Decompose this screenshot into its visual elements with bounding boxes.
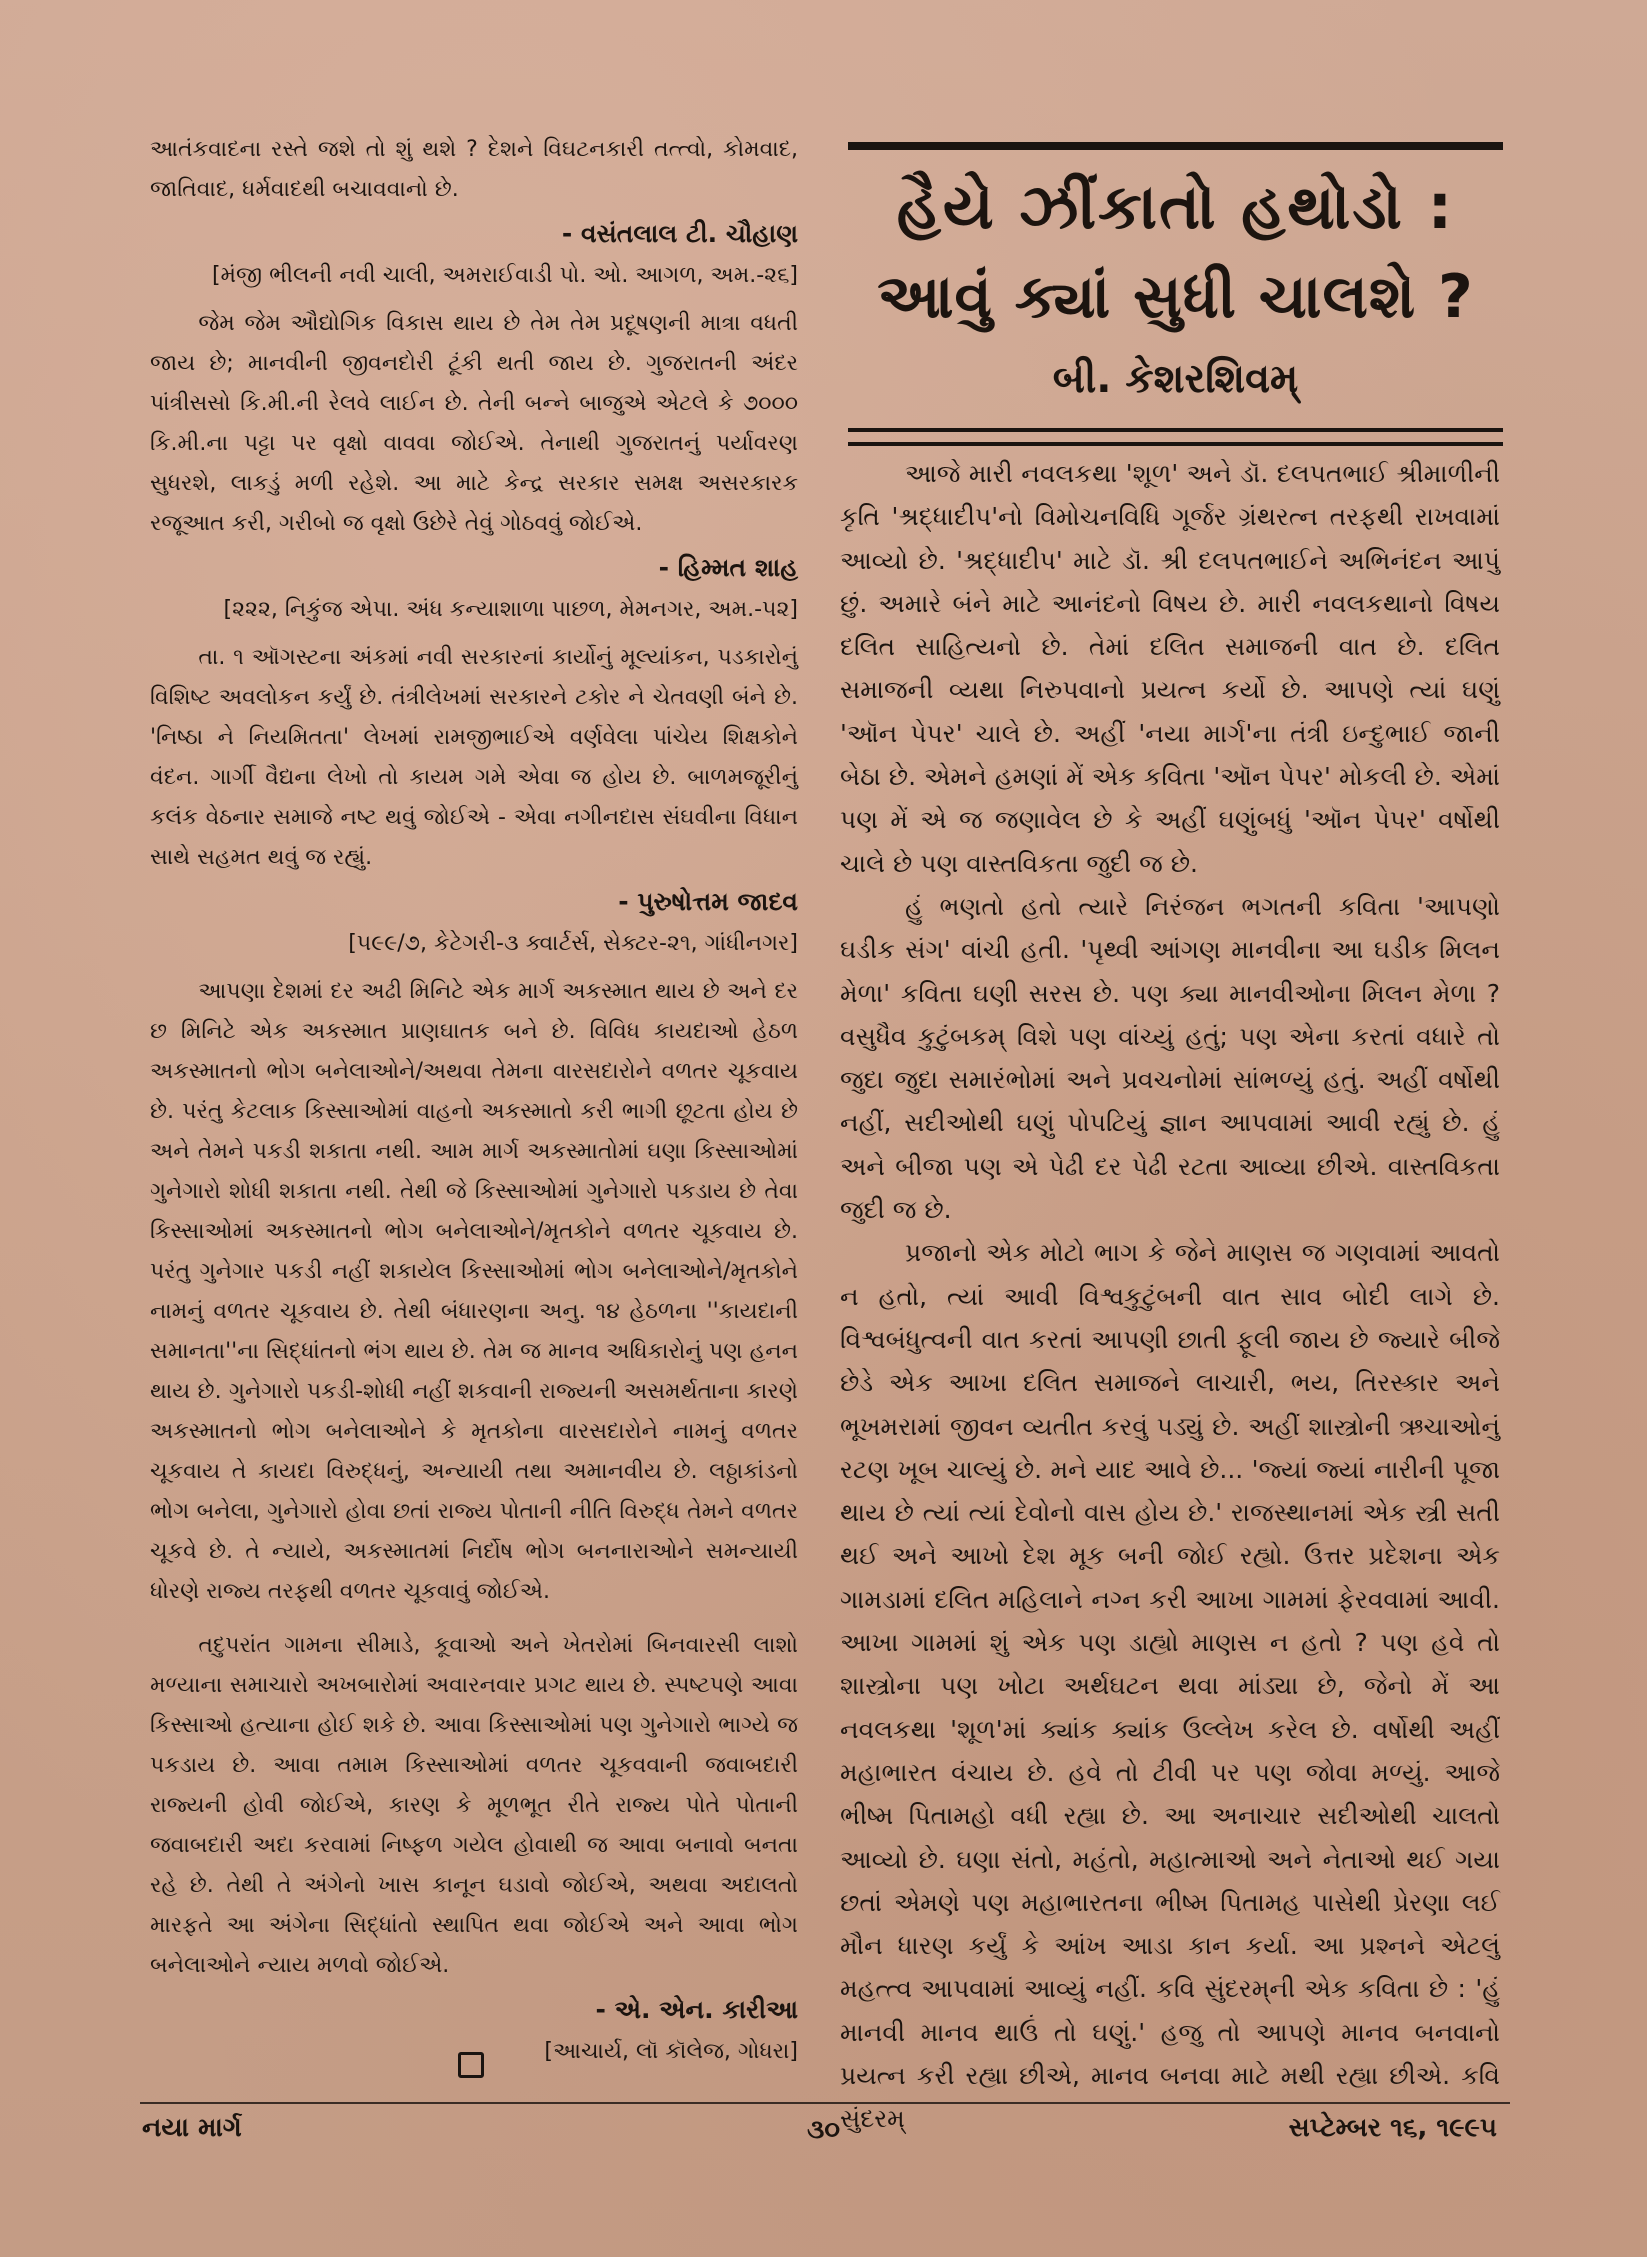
letter-paragraph: જેમ જેમ ઔદ્યોગિક વિકાસ થાય છે તેમ તેમ પ્રદૂષણની માત્રા વધતી જાય છે; માનવીની જીવનદોરી ટૂંકી થતી જાય છે. ગુજરાતની અંદર પાંત્રીસસો કિ.મી.ની રેલવે લાઈન છે. તેની બન્ને બાજુએ એટલે કે ૭૦૦૦ કિ.મી.ના પટ્ટા પર વૃક્ષો વાવવા જોઈએ. તેનાથી ગુજરાતનું પર્યાવરણ સુધરશે, લાકડું મળી રહેશે. આ માટે કેન્દ્ર સરકાર સમક્ષ અસરકારક રજૂઆત કરી, ગરીબો જ વૃક્ષો ઉછેરે તેવું ગોઠવવું જોઈએ. [150, 311, 798, 536]
footer-magazine-name: નયા માર્ગ [142, 2113, 242, 2143]
title-rule-bottom [848, 428, 1503, 446]
letter-address: [૫૯૯/૭, કેટેગરી-૩ ક્વાર્ટર્સ, સેક્ટર-૨૧, ગાંધીનગર] [348, 931, 798, 956]
letter-paragraph: આપણા દેશમાં દર અઢી મિનિટે એક માર્ગ અકસ્માત થાય છે અને દર છ મિનિટે એક અકસ્માત પ્રાણઘાતક બને છે. વિવિધ કાયદાઓ હેઠળ અકસ્માતનો ભોગ બનેલાઓને/અથવા તેમના વારસદારોને વળતર ચૂકવાય છે. પરંતુ કેટલાક કિસ્સાઓમાં વાહનો અકસ્માતો કરી ભાગી છૂટતા હોય છે અને તેમને પકડી શકાતા નથી. આમ માર્ગ અકસ્માતોમાં ઘણા કિસ્સાઓમાં ગુનેગારો શોધી શકાતા નથી. તેથી જે કિસ્સાઓમાં ગુનેગારો પકડાય છે તેવા કિસ્સાઓમાં અકસ્માતનો ભોગ બનેલાઓને/મૃતકોને વળતર ચૂકવાય છે. પરંતુ ગુનેગાર પકડી નહીં શકાયેલ કિસ્સાઓમાં ભોગ બનેલાઓને/મૃતકોને નામનું વળતર ચૂકવાય છે. તેથી બંધારણના અનુ. ૧૪ હેઠળના ''કાયદાની સમાનતા''ના સિદ્ધાંતનો ભંગ થાય છે. તેમ જ માનવ અધિકારોનું પણ હનન થાય છે. ગુનેગારો પકડી-શોધી નહીં શકવાની રાજ્યની અસમર્થતાના કારણે અકસ્માતનો ભોગ બનેલાઓને કે મૃતકોના વારસદારોને નામનું વળતર ચૂકવાય તે કાયદા વિરુદ્ધનું, અન્યાયી તથા અમાનવીય છે. લઠ્ઠાકાંડનો ભોગ બનેલા, ગુનેગારો હોવા છતાં રાજ્ય પોતાની નીતિ વિરુદ્ધ તેમને વળતર ચૂકવે છે. તે ન્યાયે, અકસ્માતમાં નિર્દોષ ભોગ બનનારાઓને સમન્યાયી ધોરણે રાજ્ય તરફથી વળતર ચૂકવાવું જોઈએ. [150, 979, 798, 1604]
letter-paragraph: આતંકવાદના રસ્તે જશે તો શું થશે ? દેશને વિઘટનકારી તત્ત્વો, કોમવાદ, જાતિવાદ, ધર્મવાદથી બચાવવાનો છે. [150, 137, 798, 202]
article-author: બી. કેશરશિવમ્ [1052, 356, 1299, 402]
article-body [840, 452, 1500, 2141]
article-paragraph: પ્રજાનો એક મોટો ભાગ કે જેને માણસ જ ગણવામાં આવતો ન હતો, ત્યાં આવી વિશ્વકુટુંબની વાત સાવ બોદી લાગે છે. વિશ્વબંધુત્વની વાત કરતાં આપણી છાતી ફૂલી જાય છે જ્યારે બીજે છેડે એક આખા દલિત સમાજને લાચારી, ભય, તિરસ્કાર અને ભૂખમરામાં જીવન વ્યતીત કરવું પડ્યું છે. અહીં શાસ્ત્રોની ઋચાઓનું રટણ ખૂબ ચાલ્યું છે. મને યાદ આવે છે... 'જ્યાં જ્યાં નારીની પૂજા થાય છે ત્યાં ત્યાં દેવોનો વાસ હોય છે.' રાજસ્થાનમાં એક સ્ત્રી સતી થઈ અને આખો દેશ મૂક બની જોઈ રહ્યો. ઉત્તર પ્રદેશના એક ગામડામાં દલિત મહિલાને નગ્ન કરી આખા ગામમાં ફેરવવામાં આવી. આખા ગામમાં શું એક પણ ડાહ્યો માણસ ન હતો ? પણ હવે તો શાસ્ત્રોના પણ ખોટા અર્થઘટન થવા માંડ્યા છે, જેનો મેં આ નવલકથા 'શૂળ'માં ક્યાંક ક્યાંક ઉલ્લેખ કરેલ છે. વર્ષોથી અહીં મહાભારત વંચાય છે. હવે તો ટીવી પર પણ જોવા મળ્યું. આજે ભીષ્મ પિતામહો વધી રહ્યા છે. આ અનાચાર સદીઓથી ચાલતો આવ્યો છે. ઘણા સંતો, મહંતો, મહાત્માઓ અને નેતાઓ થઈ ગયા છતાં એમણે પણ મહાભારતના ભીષ્મ પિતામહ પાસેથી પ્રેરણા લઈ મૌન ધારણ કર્યું કે આંખ આડા કાન કર્યા. આ પ્રશ્નને એટલું મહત્ત્વ આપવામાં આવ્યું નહીં. કવિ સુંદરમ્‌ની એક કવિતા છે : 'હું માનવી માનવ થાઉં તો ઘણું.' હજુ તો આપણે માનવ બનવાનો પ્રયત્ન કરી રહ્યા છીએ, માનવ બનવા માટે મથી રહ્યા છીએ. કવિ સુંદરમ્ [840, 1238, 1500, 2134]
letter-address: [આચાર્ય, લૉ કૉલેજ, ગોધરા] [544, 2039, 798, 2064]
letter-signature: - એ. એન. કારીઆ [595, 1995, 798, 2024]
letter-paragraph: તા. ૧ ઑગસ્ટના અંકમાં નવી સરકારનાં કાર્યોનું મૂલ્યાંકન, પડકારોનું વિશિષ્ટ અવલોકન કર્યું છે. તંત્રીલેખમાં સરકારને ટકોર ને ચેતવણી બંને છે. 'નિષ્ઠા ને નિયમિતતા' લેખમાં રામજીભાઈએ વર્ણવેલા પાંચેય શિક્ષકોને વંદન. ગાર્ગી વૈદ્યના લેખો તો કાયમ ગમે એવા જ હોય છે. બાળમજૂરીનું કલંક વેઠનાર સમાજે નષ્ટ થવું જોઈએ - એવા નગીનદાસ સંઘવીના વિધાન સાથે સહમત થવું જ રહ્યું. [150, 645, 798, 870]
letter-address: [૨૨૨, નિકુંજ એપા. અંધ કન્યાશાળા પાછળ, મેમનગર, અમ.-૫૨] [223, 597, 798, 622]
title-rule-top [848, 142, 1503, 150]
letter-signature: - પુરુષોત્તમ જાદવ [618, 887, 798, 916]
article-title-line2: આવું ક્યાં સુધી ચાલશે ? [877, 262, 1474, 332]
letter-address: [મંજી ભીલની નવી ચાલી, અમરાઈવાડી પો. ઓ. આગળ, અમ.-૨૬] [211, 263, 798, 288]
letter-signature: - વસંતલાલ ટી. ચૌહાણ [561, 219, 798, 248]
footer-page-number: ૩૦ [807, 2115, 840, 2145]
article-title-line1: હૈયે ઝીંકાતો હથોડો : [896, 170, 1455, 243]
letters-column [150, 130, 798, 2080]
footer-date: સપ્ટેમ્બર ૧૬, ૧૯૯૫ [1288, 2113, 1497, 2143]
letter-signature: - હિમ્મત શાહ [658, 553, 798, 582]
article-paragraph: હું ભણતો હતો ત્યારે નિરંજન ભગતની કવિતા 'આપણો ઘડીક સંગ' વાંચી હતી. 'પૃથ્વી આંગણ માનવીના આ ઘડીક મિલન મેળા' કવિતા ઘણી સરસ છે. પણ ક્યા માનવીઓના મિલન મેળા ? વસુધૈવ કુટુંબકમ્ વિશે પણ વાંચ્યું હતું; પણ એના કરતાં વધારે તો જુદા જુદા સમારંભોમાં અને પ્રવચનોમાં સાંભળ્યું હતું. અહીં વર્ષોથી નહીં, સદીઓથી ઘણું પોપટિયું જ્ઞાન આપવામાં આવી રહ્યું છે. હું અને બીજા પણ એ પેઢી દર પેઢી રટતા આવ્યા છીએ. વાસ્તવિકતા જુદી જ છે. [840, 891, 1500, 1225]
article-paragraph: આજે મારી નવલકથા 'શૂળ' અને ડૉ. દલપતભાઈ શ્રીમાળીની કૃતિ 'શ્રદ્ધાદીપ'નો વિમોચનવિધિ ગૂર્જર ગ્રંથરત્ન તરફથી રાખવામાં આવ્યો છે. 'શ્રદ્ધાદીપ' માટે ડૉ. શ્રી દલપતભાઈને અભિનંદન આપું છું. અમારે બંને માટે આનંદનો વિષય છે. મારી નવલકથાનો વિષય દલિત સાહિત્યનો છે. તેમાં દલિત સમાજની વાત છે. દલિત સમાજની વ્યથા નિરુપવાનો પ્રયત્ન કર્યો છે. આપણે ત્યાં ઘણું 'ઑન પેપર' ચાલે છે. અહીં 'નયા માર્ગ'ના તંત્રી ઇન્દુભાઈ જાની બેઠા છે. એમને હમણાં મેં એક કવિતા 'ઑન પેપર' મોકલી છે. એમાં પણ મેં એ જ જણાવેલ છે કે અહીં ઘણુંબધું 'ઑન પેપર' વર્ષોથી ચાલે છે પણ વાસ્તવિકતા જુદી જ છે. [840, 459, 1500, 878]
end-mark-square-icon [458, 2052, 484, 2078]
letter-paragraph: તદુપરાંત ગામના સીમાડે, કૂવાઓ અને ખેતરોમાં બિનવારસી લાશો મળ્યાના સમાચારો અખબારોમાં અવારનવાર પ્રગટ થાય છે. સ્પષ્ટપણે આવા કિસ્સાઓ હત્યાના હોઈ શકે છે. આવા કિસ્સાઓમાં પણ ગુનેગારો ભાગ્યે જ પકડાય છે. આવા તમામ કિસ્સાઓમાં વળતર ચૂકવવાની જવાબદારી રાજ્યની હોવી જોઈએ, કારણ કે મૂળભૂત રીતે રાજ્ય પોતે પોતાની જવાબદારી અદા કરવામાં નિષ્ફળ ગયેલ હોવાથી જ આવા બનાવો બનતા રહે છે. તેથી તે અંગેનો ખાસ કાનૂન ઘડાવો જોઈએ, અથવા અદાલતો મારફતે આ અંગેના સિદ્ધાંતો સ્થાપિત થવા જોઈએ અને આવા ભોગ બનેલાઓને ન્યાય મળવો જોઈએ. [150, 1633, 798, 1978]
footer-rule [140, 2102, 1510, 2104]
